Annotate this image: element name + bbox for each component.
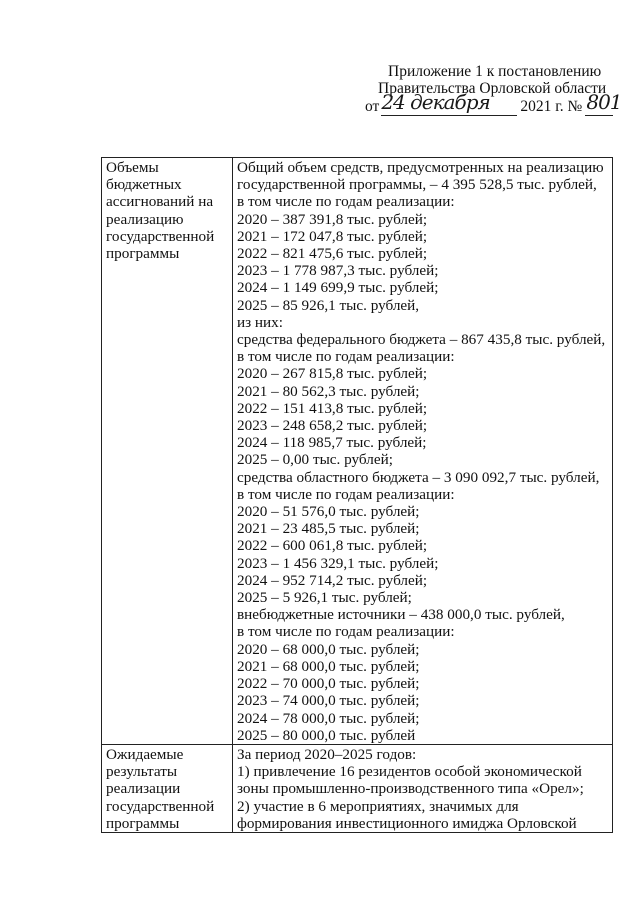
- table-row: [102, 744, 613, 832]
- row-content-line: формирования инвестиционного имиджа Орловской: [237, 814, 577, 832]
- date-number-line: [365, 90, 622, 116]
- row-content-line: 2021 – 68 000,0 тыс. рублей;: [237, 657, 420, 675]
- row-content-line: в том числе по годам реализации:: [237, 193, 455, 211]
- row-content-line: средства федерального бюджета – 867 435,8 тыс. рублей,: [237, 331, 606, 349]
- row-label-line: реализации: [106, 780, 181, 798]
- row-content-line: государственной программы, – 4 395 528,5 тыс. рублей,: [237, 176, 597, 194]
- page-bottom-margin: [0, 833, 640, 904]
- row-content-line: 2020 – 387 391,8 тыс. рублей;: [237, 210, 428, 228]
- row-content-line: 2020 – 51 576,0 тыс. рублей;: [237, 503, 420, 521]
- row-label-line: результаты: [106, 763, 178, 781]
- row-content-line: 2023 – 248 658,2 тыс. рублей;: [237, 417, 428, 435]
- row-content-line: 1) привлечение 16 резидентов особой экономической: [237, 763, 582, 781]
- government-line: Правительства Орловской области: [378, 80, 607, 97]
- row-content-line: 2022 – 600 061,8 тыс. рублей;: [237, 537, 428, 555]
- row-content-line: 2022 – 151 413,8 тыс. рублей;: [237, 399, 428, 417]
- row-content-line: средства областного бюджета – 3 090 092,7 тыс. рублей,: [237, 468, 600, 486]
- row-content-line: 2021 – 23 485,5 тыс. рублей;: [237, 520, 420, 538]
- row-content-line: в том числе по годам реализации:: [237, 485, 455, 503]
- row-label-cell: [102, 744, 233, 832]
- handwritten-date: 24 декабря: [381, 90, 490, 114]
- row-content-line: 2021 – 172 047,8 тыс. рублей;: [237, 227, 428, 245]
- row-content-line: 2020 – 68 000,0 тыс. рублей;: [237, 640, 420, 658]
- row-label-line: реализацию: [106, 210, 184, 228]
- row-content-line: 2024 – 78 000,0 тыс. рублей;: [237, 709, 420, 727]
- row-content-line: 2025 – 85 926,1 тыс. рублей,: [237, 296, 420, 314]
- row-content-line: 2024 – 1 149 699,9 тыс. рублей;: [237, 279, 439, 297]
- year-number-label: 2021 г. №: [520, 98, 583, 115]
- row-content-line: 2) участие в 6 мероприятиях, значимых для: [237, 797, 519, 815]
- row-content-line: внебюджетные источники – 438 000,0 тыс. рублей,: [237, 606, 565, 624]
- row-content-line: из них:: [237, 313, 283, 331]
- row-content-line: 2022 – 821 475,6 тыс. рублей;: [237, 245, 428, 263]
- row-content-line: 2024 – 952 714,2 тыс. рублей;: [237, 571, 428, 589]
- row-label-line: государственной: [106, 797, 215, 815]
- row-label-line: государственной: [106, 227, 215, 245]
- row-content-line: 2024 – 118 985,7 тыс. рублей;: [237, 434, 427, 452]
- row-content-line: За период 2020–2025 годов:: [237, 745, 417, 763]
- row-content-line: 2020 – 267 815,8 тыс. рублей;: [237, 365, 428, 383]
- row-content-line: Общий объем средств, предусмотренных на реализацию: [237, 159, 604, 176]
- table-row: [102, 158, 613, 745]
- row-label-cell: [102, 158, 233, 745]
- row-content-line: 2023 – 74 000,0 тыс. рублей;: [237, 692, 420, 710]
- row-content-line: 2021 – 80 562,3 тыс. рублей;: [237, 382, 420, 400]
- row-label-line: бюджетных: [106, 176, 182, 194]
- row-label-line: ассигнований на: [106, 193, 214, 211]
- number-blank: [585, 90, 622, 116]
- date-prefix: от: [365, 98, 380, 115]
- row-label-line: Объемы: [106, 159, 159, 176]
- annex-title-line: Приложение 1 к постановлению: [388, 63, 602, 80]
- row-content-line: в том числе по годам реализации:: [237, 348, 455, 366]
- row-content-line: 2022 – 70 000,0 тыс. рублей;: [237, 675, 420, 693]
- row-content-line: зоны промышленно-производственного типа «Орел»;: [237, 780, 584, 798]
- row-label-line: программы: [106, 245, 180, 263]
- row-content-line: 2023 – 1 456 329,1 тыс. рублей;: [237, 554, 439, 572]
- row-content-cell: [233, 158, 613, 745]
- row-content-cell: [233, 744, 613, 832]
- row-content-line: 2023 – 1 778 987,3 тыс. рублей;: [237, 262, 439, 280]
- row-label-line: Ожидаемые: [106, 745, 184, 763]
- handwritten-number: 801: [586, 90, 622, 114]
- row-content-line: в том числе по годам реализации:: [237, 623, 455, 641]
- row-content-line: 2025 – 80 000,0 тыс. рублей: [237, 726, 416, 744]
- row-content-line: 2025 – 5 926,1 тыс. рублей;: [237, 589, 412, 607]
- row-label-line: программы: [106, 814, 180, 832]
- date-blank: [381, 90, 517, 116]
- program-passport-table: [101, 157, 613, 833]
- row-content-line: 2025 – 0,00 тыс. рублей;: [237, 451, 393, 469]
